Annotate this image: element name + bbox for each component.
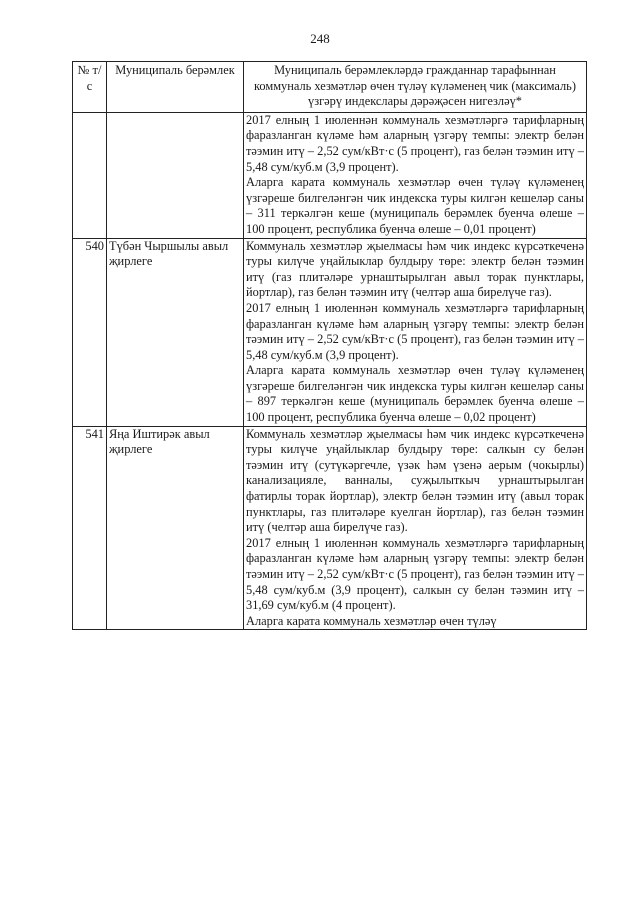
row-municipality bbox=[107, 112, 244, 238]
row-paragraph: Аларга карата коммуналь хезмәтләр өчен түләү күләменең үзгәреше билгеләнгән чик индекска туры килгән кешеләр саны – 311 теркәлгән кеше (муниципаль берәмлек буенча өлеше – 100 процент, республика буенча өлеше – 0,01 процент) bbox=[246, 175, 584, 236]
row-paragraph: 2017 елның 1 июленнән коммуналь хезмәтләргә тарифларның фаразланган күләме һәм аларның үзгәрү темпы: электр белән тәэмин итү – 2,52 сум/кВт·с (5 процент), газ белән тәэмин итү – 5,48 сум/куб.м (3,9 процент), салкын су белән тәэмин итү – 31,69 сум/куб.м (4 процент). bbox=[246, 535, 584, 613]
row-num: 540 bbox=[73, 238, 107, 426]
table-header-row bbox=[73, 62, 587, 113]
row-paragraph: Коммуналь хезмәтләр җыелмасы һәм чик индекс күрсәткеченә туры килүче уңайлыклар булдыру төре: электр белән тәэмин итү (газ плитәләре урнаштырылган авыл торак пунктлары, йортлар), газ белән тәэмин итү (челтәр аша бирелүче газ). bbox=[246, 238, 584, 300]
table-row bbox=[73, 238, 587, 426]
row-paragraph: Аларга карата коммуналь хезмәтләр өчен түләү bbox=[246, 613, 497, 628]
header-num: № т/с bbox=[73, 62, 107, 113]
row-num: 541 bbox=[73, 426, 107, 630]
row-paragraph: Коммуналь хезмәтләр җыелмасы һәм чик индекс күрсәткеченә туры килүче уңайлыклар булдыру төре: салкын су белән тәэмин итү (сутүкәргечле, үзәк һәм үзенә аерым (чокырлы) канализацияле, ванналы, суҗылыткыч урнаштырылган фатирлы торак йортлар), электр белән тәэмин итү (авыл торак пунктлары, газ плитәләре куелган йортлар), газ белән тәэмин итү (челтәр аша бирелүче газ). bbox=[246, 426, 584, 535]
header-index: Муниципаль берәмлекләрдә гражданнар тарафыннан коммуналь хезмәтләр өчен түләү күләменең чик (максималь) үзгәрү индекслары дәрәҗәсен нигезләү* bbox=[244, 62, 587, 113]
row-paragraph: Аларга карата коммуналь хезмәтләр өчен түләү күләменең үзгәреше билгеләнгән чик индекска туры килгән кешеләр саны – 897 теркәлгән кеше (муниципаль берәмлек буенча өлеше – 100 процент, республика буенча өлеше – 0,02 процент) bbox=[246, 363, 584, 425]
page-number: 248 bbox=[310, 31, 330, 46]
row-description bbox=[244, 238, 587, 426]
row-num bbox=[73, 112, 107, 238]
row-municipality: Түбән Чыршылы авыл җирлеге bbox=[107, 238, 244, 426]
table-row bbox=[73, 426, 587, 630]
row-description bbox=[244, 112, 587, 238]
row-description bbox=[244, 426, 587, 630]
municipal-index-table bbox=[72, 61, 587, 630]
row-municipality: Яңа Иштирәк авыл җирлеге bbox=[107, 426, 244, 630]
table-row bbox=[73, 112, 587, 238]
row-paragraph: 2017 елның 1 июленнән коммуналь хезмәтләргә тарифларның фаразланган күләме һәм аларның үзгәрү темпы: электр белән тәэмин итү – 2,52 сум/кВт·с (5 процент), газ белән тәэмин итү – 5,48 сум/куб.м (3,9 процент). bbox=[246, 300, 584, 362]
row-paragraph: 2017 елның 1 июленнән коммуналь хезмәтләргә тарифларның фаразланган күләме һәм аларның үзгәрү темпы: электр белән тәэмин итү – 2,52 сум/кВт·с (5 процент), газ белән тәэмин итү – 5,48 сум/куб.м (3,9 процент). bbox=[246, 112, 584, 174]
header-municipality: Муниципаль берәмлек bbox=[107, 62, 244, 113]
